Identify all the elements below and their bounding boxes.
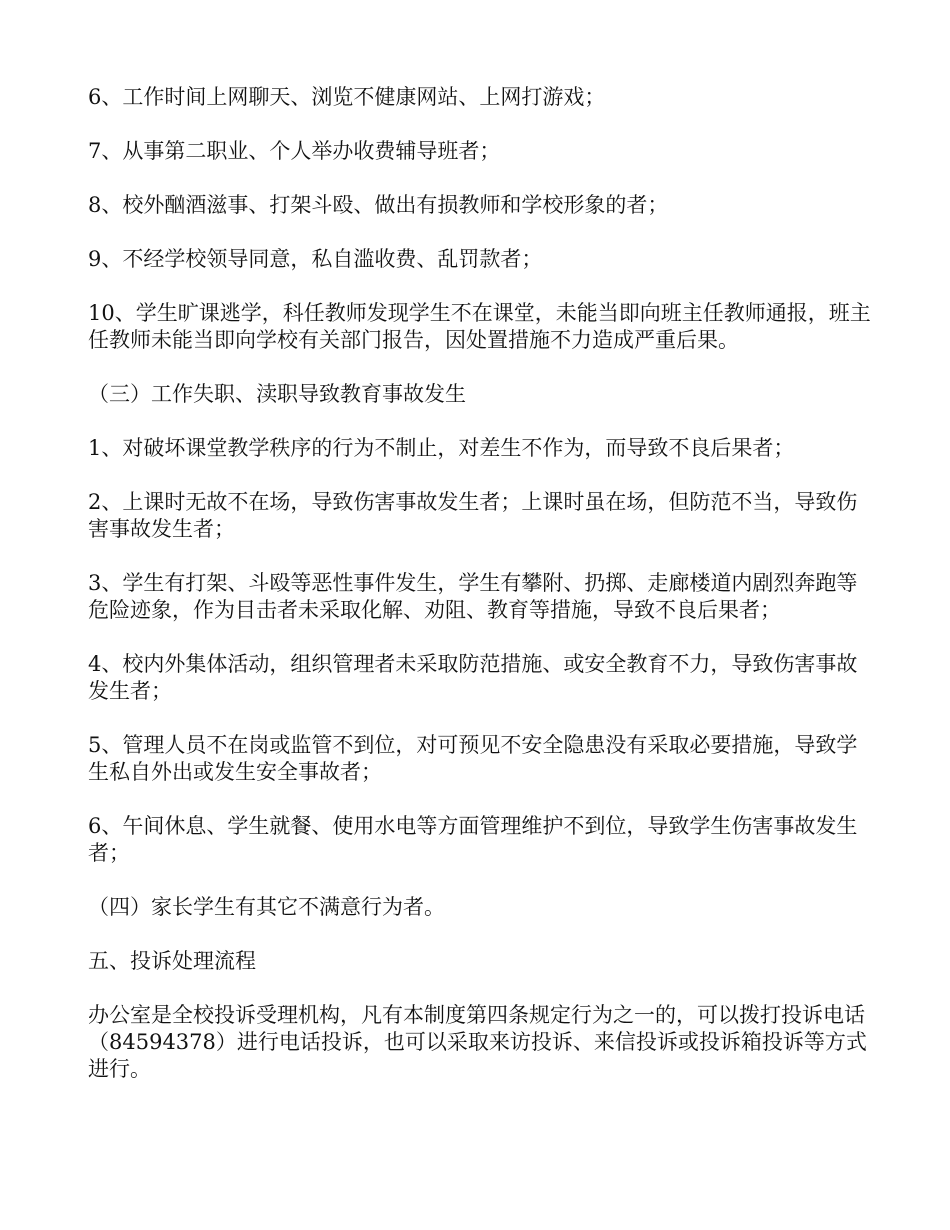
paragraph-item-1-classroom-order: 1、对破坏课堂教学秩序的行为不制止，对差生不作为，而导致不良后果者； [88, 436, 795, 460]
section-heading-complaint-process: 五、投诉处理流程 [88, 949, 256, 973]
document-body [88, 84, 878, 1110]
paragraph-item-5-supervision: 5、管理人员不在岗或监管不到位，对可预见不安全隐患没有采取必要措施，导致学生私自外出或发生安全事故者； [88, 733, 858, 784]
section-heading-other-dissatisfaction: （四）家长学生有其它不满意行为者。 [88, 895, 445, 919]
paragraph-item-3-fights-and-hazards: 3、学生有打架、斗殴等恶性事件发生，学生有攀附、扔掷、走廊楼道内剧烈奔跑等危险迹象，作为目击者未采取化解、劝阻、教育等措施，导致不良后果者； [88, 571, 858, 622]
section-heading-dereliction: （三）工作失职、渎职导致教育事故发生 [88, 382, 466, 406]
paragraph-item-9-illegal-fees: 9、不经学校领导同意，私自滥收费、乱罚款者； [88, 247, 543, 271]
paragraph-complaint-office: 办公室是全校投诉受理机构，凡有本制度第四条规定行为之一的，可以拨打投诉电话（84594378）进行电话投诉，也可以采取来访投诉、来信投诉或投诉箱投诉等方式进行。 [88, 1003, 867, 1081]
paragraph-item-6-online-chat: 6、工作时间上网聊天、浏览不健康网站、上网打游戏； [88, 85, 606, 109]
paragraph-item-10-truancy-reporting: 10、学生旷课逃学，科任教师发现学生不在课堂，未能当即向班主任教师通报，班主任教师未能当即向学校有关部门报告，因处置措施不力造成严重后果。 [88, 301, 871, 352]
paragraph-item-2-absent-in-class: 2、上课时无故不在场，导致伤害事故发生者；上课时虽在场，但防范不当，导致伤害事故发生者； [88, 490, 858, 541]
paragraph-item-6-noon-break: 6、午间休息、学生就餐、使用水电等方面管理维护不到位，导致学生伤害事故发生者； [88, 814, 858, 865]
paragraph-item-8-misconduct-off-campus: 8、校外酗酒滋事、打架斗殴、做出有损教师和学校形象的者； [88, 193, 669, 217]
paragraph-item-7-second-job: 7、从事第二职业、个人举办收费辅导班者； [88, 139, 501, 163]
paragraph-item-4-group-activities: 4、校内外集体活动，组织管理者未采取防范措施、或安全教育不力，导致伤害事故发生者； [88, 652, 858, 703]
